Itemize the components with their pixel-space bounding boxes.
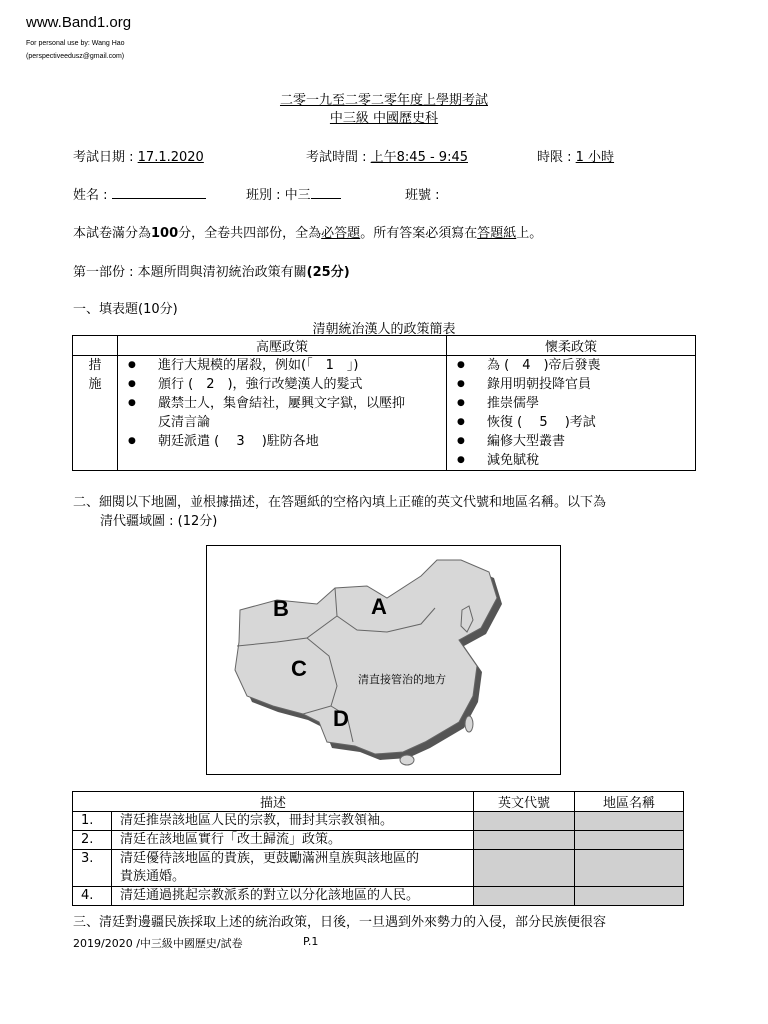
header-empty: [73, 336, 118, 356]
header-description: 描述: [73, 792, 474, 812]
answer-region-cell[interactable]: [575, 831, 684, 850]
row-desc-text: 清廷通過挑起宗教派系的對立以分化該地區的人民。: [120, 888, 420, 903]
q2-line-2: 清代疆域圖 : (12分): [100, 514, 218, 529]
instr-answer-sheet: 答題紙: [477, 226, 517, 241]
answer-region-cell[interactable]: [575, 812, 684, 831]
region-table: [72, 791, 684, 906]
instr-text-4: 上。: [516, 226, 543, 241]
soft-item: ● 編修大型叢書: [447, 432, 695, 451]
row-number: 2.: [73, 831, 112, 849]
region-table-row: [73, 831, 684, 850]
row-label: [73, 356, 118, 471]
number-label: 班號 :: [405, 188, 440, 203]
name-blank[interactable]: [112, 186, 206, 199]
part-one-marks: (25分): [306, 265, 350, 280]
policy-table-header: [73, 336, 696, 356]
site-watermark: www.Band1.org: [26, 14, 132, 31]
q2-line-1: 二、細閱以下地圖，並根據描述，在答題紙的空格內填上正確的英文代號和地區名稱。以下為: [73, 495, 607, 510]
answer-region-cell[interactable]: [575, 887, 684, 906]
answer-code-cell[interactable]: [474, 887, 575, 906]
class-blank[interactable]: [311, 186, 341, 199]
row-desc-text: [112, 850, 474, 886]
high-item-continued: 反清言論: [158, 415, 211, 430]
class-label: 班別 : 中三: [246, 188, 311, 203]
region-table-row: [73, 887, 684, 906]
exam-title: 二零一九至二零二零年度上學期考試: [279, 93, 488, 108]
row-description: [73, 812, 474, 831]
map-label-direct-rule: 清直接管治的地方: [358, 673, 446, 686]
instr-score: 100: [151, 226, 179, 241]
exam-time: [306, 146, 468, 165]
part-one-heading: [73, 261, 350, 280]
q3-line-1: 三、清廷對邊疆民族採取上述的統治政策，日後，一旦遇到外來勢力的入侵，部分民族便很容: [73, 915, 607, 930]
header-high-pressure: 高壓政策: [118, 336, 447, 356]
row-number: 1.: [73, 812, 112, 830]
map-island-hainan: [400, 755, 414, 765]
instr-text-3: 。所有答案必須寫在: [360, 226, 478, 241]
exam-date: [73, 146, 204, 165]
answer-region-cell[interactable]: [575, 850, 684, 887]
high-pressure-cell: [118, 356, 447, 471]
row-desc-text: 清廷推崇該地區人民的宗教，冊封其宗教領袖。: [120, 813, 394, 828]
instr-compulsory: 必答題: [321, 226, 361, 241]
map-label-c: C: [291, 656, 307, 681]
high-item: ● 進行大規模的屠殺，例如(「 1 」): [118, 356, 446, 375]
row-desc-text: 清廷在該地區實行「改土歸流」政策。: [120, 832, 342, 847]
soft-item: ● 恢復 ( 5 )考試: [447, 413, 695, 432]
header-code: 英文代號: [474, 792, 575, 812]
exam-date-label: 考試日期 :: [73, 150, 138, 165]
instr-text-2: 分，全卷共四部份，全為: [178, 226, 322, 241]
row-desc-line-1: 清廷優待該地區的貴族，更鼓勵滿洲皇族與該地區的: [120, 851, 420, 866]
map-label-b: B: [273, 596, 289, 621]
region-table-row: [73, 850, 684, 887]
duration-value: 1 小時: [575, 150, 615, 165]
duration-label: 時限 :: [537, 150, 576, 165]
header-region: 地區名稱: [575, 792, 684, 812]
q1-heading: 一、填表題(10分): [73, 302, 178, 317]
high-item: ● 嚴禁士人，集會結社，屢興文字獄，以壓抑: [118, 394, 446, 413]
row-description: [73, 831, 474, 850]
footer-text: 2019/2020 /中三級中國歷史/試卷: [73, 937, 243, 950]
personal-use-note: For personal use by: Wang Hao: [26, 40, 125, 47]
part-one-text: 第一部份 : 本題所問與清初統治政策有關: [73, 265, 307, 280]
region-table-row: [73, 812, 684, 831]
qing-territory-map: [206, 545, 561, 775]
map-island-taiwan: [465, 716, 473, 732]
row-number: 4.: [73, 887, 112, 905]
soft-item: ● 為 ( 4 )帝后發喪: [447, 356, 695, 375]
exam-subtitle: 中三級 中國歷史科: [329, 111, 439, 126]
high-item: ● 頒行 ( 2 )，強行改變漢人的髮式: [118, 375, 446, 394]
row-label-1: 措: [88, 358, 102, 373]
email-note: (perspectiveedusz@gmail.com): [26, 53, 125, 60]
instr-text-1: 本試卷滿分為: [73, 226, 152, 241]
map-label-a: A: [371, 594, 387, 619]
soft-item: ● 減免賦稅: [447, 451, 695, 470]
class-field[interactable]: [246, 184, 341, 203]
header-soft-policy: 懷柔政策: [447, 336, 696, 356]
exam-time-label: 考試時間 :: [306, 150, 371, 165]
exam-date-value: 17.1.2020: [137, 150, 204, 165]
map-label-d: D: [333, 706, 349, 731]
map-svg: [207, 546, 560, 774]
instructions: [73, 222, 542, 241]
policy-table: [72, 335, 696, 471]
high-item: ● 朝廷派遣 ( 3 )駐防各地: [118, 432, 446, 451]
number-field[interactable]: [405, 184, 440, 203]
soft-policy-cell: [447, 356, 696, 471]
region-table-header: [73, 792, 684, 812]
row-desc-line-2: 貴族通婚。: [120, 869, 186, 884]
name-label: 姓名 :: [73, 188, 112, 203]
answer-code-cell[interactable]: [474, 812, 575, 831]
exam-time-value: 上午8:45 - 9:45: [370, 150, 468, 165]
answer-code-cell[interactable]: [474, 850, 575, 887]
row-label-2: 施: [88, 377, 102, 392]
answer-code-cell[interactable]: [474, 831, 575, 850]
q1-table-title: 清朝統治漢人的政策簡表: [312, 322, 456, 337]
page-number: P.1: [303, 935, 319, 948]
exam-duration: [537, 146, 614, 165]
name-field[interactable]: [73, 184, 206, 203]
row-description: [73, 850, 474, 887]
soft-item: ● 錄用明朝投降官員: [447, 375, 695, 394]
policy-table-row: [73, 356, 696, 471]
row-description: [73, 887, 474, 906]
row-number: 3.: [73, 850, 112, 886]
soft-item: ● 推崇儒學: [447, 394, 695, 413]
